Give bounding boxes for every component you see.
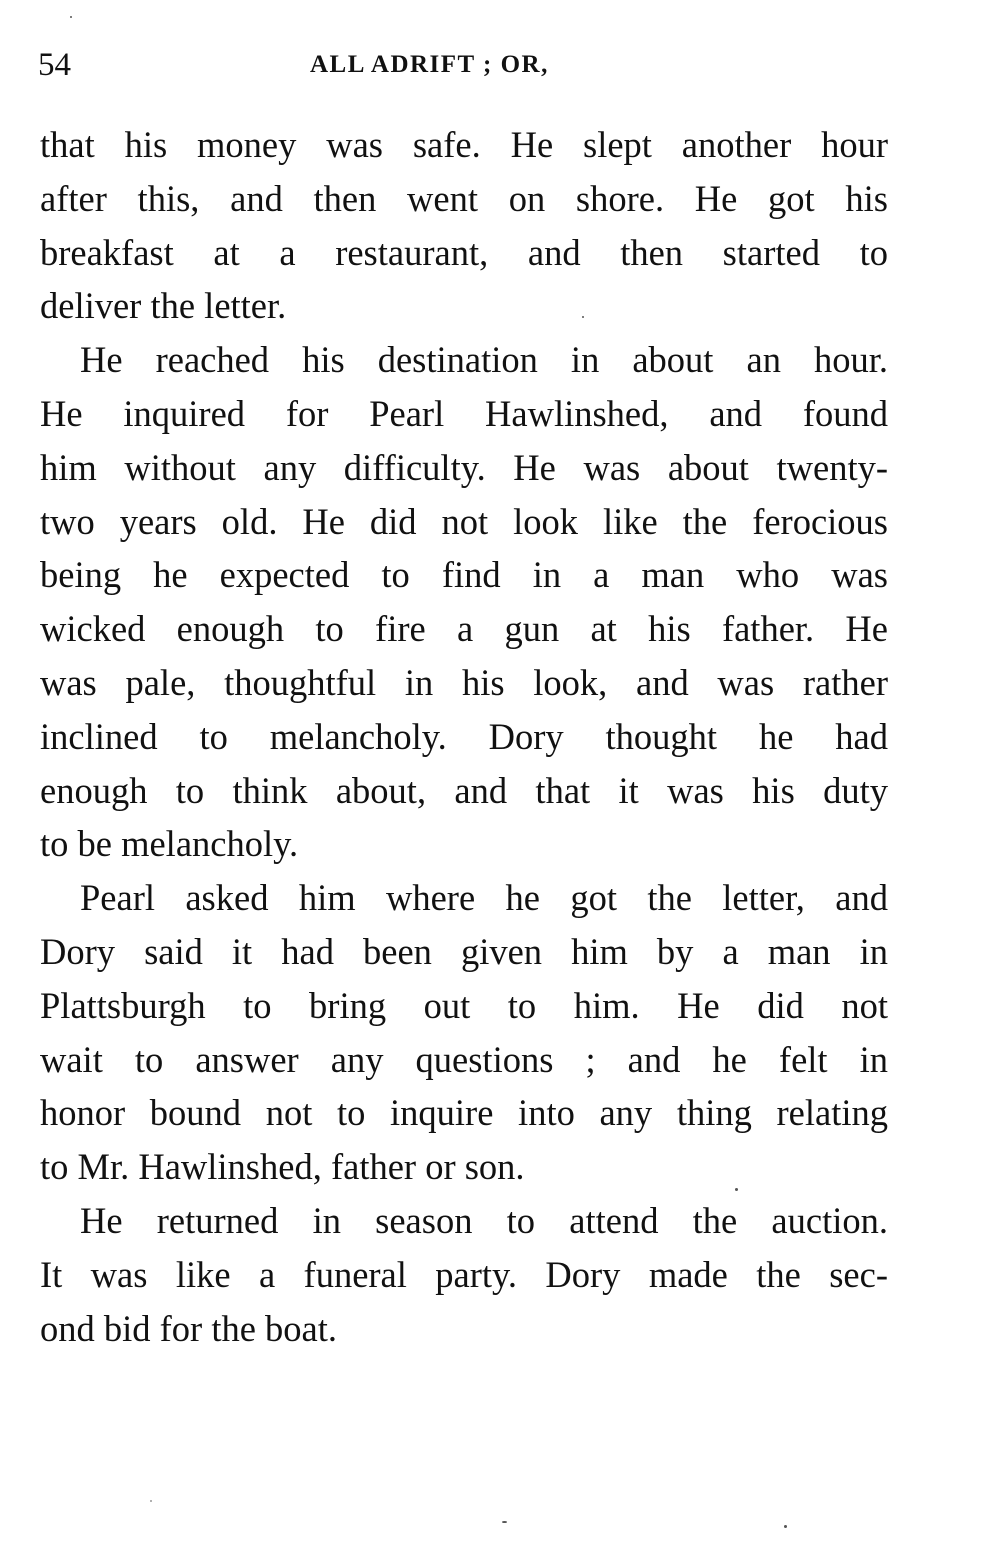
- text-line: being he expected to find in a man who was: [40, 554, 888, 596]
- text-line: breakfast at a restaurant, and then started to: [40, 231, 888, 273]
- text-line: Pearl asked him where he got the letter, and: [80, 877, 888, 919]
- text-line: ond bid for the boat.: [40, 1307, 338, 1349]
- text-line: after this, and then went on shore. He got his: [40, 177, 888, 219]
- scan-speck: [70, 16, 72, 18]
- text-line: inclined to melancholy. Dory thought he had: [40, 715, 888, 757]
- text-line: to Mr. Hawlinshed, father or son.: [40, 1146, 525, 1188]
- running-title: ALL ADRIFT ; OR,: [310, 51, 549, 78]
- text-line: enough to think about, and that it was his duty: [40, 769, 888, 811]
- body-text: [40, 118, 888, 1355]
- text-line: was pale, thoughtful in his look, and was rather: [40, 661, 888, 703]
- scan-speck: [150, 1500, 152, 1502]
- text-line: honor bound not to inquire into any thing relating: [40, 1092, 888, 1134]
- scan-speck: [735, 1188, 738, 1191]
- scan-speck: [784, 1525, 787, 1528]
- text-line: him without any difficulty. He was about twenty-: [40, 446, 888, 488]
- text-line: to be melancholy.: [40, 823, 299, 865]
- scan-speck: [502, 1521, 507, 1523]
- text-line: Plattsburgh to bring out to him. He did not: [40, 984, 888, 1026]
- text-line: He inquired for Pearl Hawlinshed, and found: [40, 392, 888, 434]
- text-line: He reached his destination in about an hour.: [80, 339, 888, 381]
- text-line: two years old. He did not look like the ferocious: [40, 500, 888, 542]
- text-line: deliver the letter.: [40, 285, 287, 327]
- text-line: Dory said it had been given him by a man in: [40, 930, 888, 972]
- text-line: wicked enough to fire a gun at his father. He: [40, 608, 888, 650]
- page-number: 54: [38, 47, 71, 83]
- text-line: He returned in season to attend the auction.: [80, 1199, 888, 1241]
- text-line: wait to answer any questions ; and he felt in: [40, 1038, 888, 1080]
- scan-speck: [582, 316, 584, 318]
- running-head: [38, 40, 888, 90]
- text-line: that his money was safe. He slept another hour: [40, 124, 888, 165]
- text-line: It was like a funeral party. Dory made the sec-: [40, 1253, 888, 1295]
